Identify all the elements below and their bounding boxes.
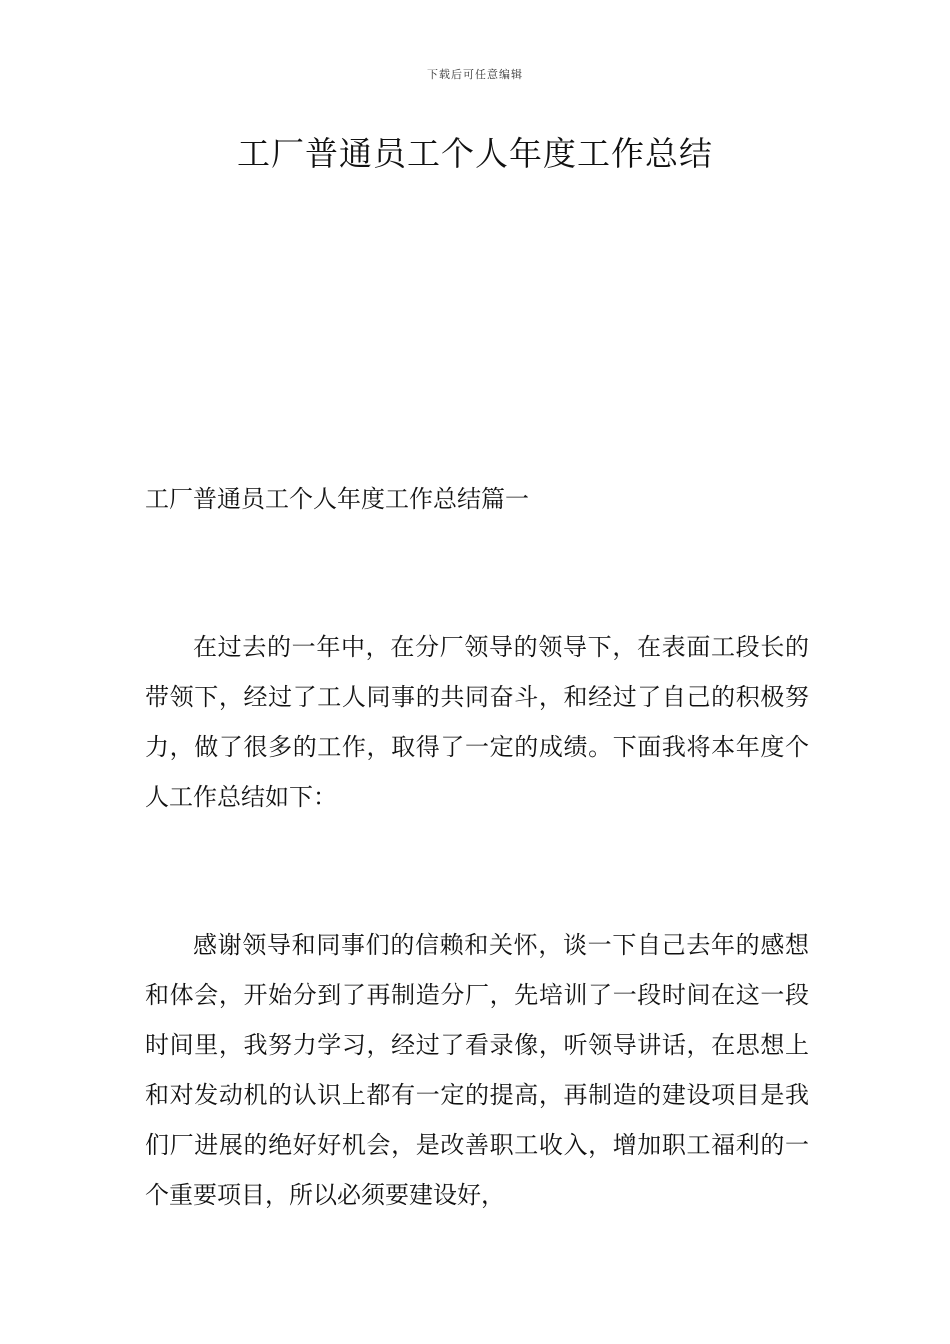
section-heading: 工厂普通员工个人年度工作总结篇一 [145, 485, 529, 513]
paragraph-intro: 在过去的一年中，在分厂领导的领导下，在表面工段长的带领下，经过了工人同事的共同奋斗，和经过了自己的积极努力，做了很多的工作，取得了一定的成绩。下面我将本年度个人工作总结如下： [145, 633, 809, 811]
paragraph-thanks: 感谢领导和同事们的信赖和关怀，谈一下自己去年的感想和体会，开始分到了再制造分厂，先培训了一段时间在这一段时间里，我努力学习，经过了看录像，听领导讲话，在思想上和对发动机的认识上都有一定的提高，再制造的建设项目是我们厂进展的绝好好机会，是改善职工收入，增加职工福利的一个重要项目，所以必须要建设好， [145, 931, 809, 1209]
document-title: 工厂普通员工个人年度工作总结 [237, 134, 713, 173]
header-note: 下载后可任意编辑 [427, 68, 523, 81]
